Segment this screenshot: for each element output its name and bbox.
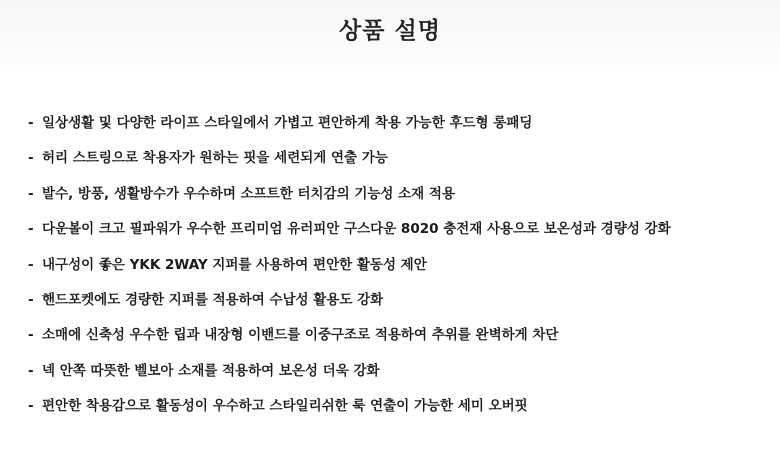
bullet-dash: -	[28, 185, 34, 202]
feature-text: 핸드포켓에도 경량한 지퍼를 적용하여 수납성 활용도 강화	[42, 291, 384, 308]
bullet-dash: -	[28, 115, 34, 131]
list-item	[28, 324, 778, 359]
feature-text: 일상생활 및 다양한 라이프 스타일에서 가볍고 편안하게 착용 가능한 후드형 롱패딩	[42, 115, 533, 131]
list-item	[28, 218, 778, 253]
bullet-dash: -	[28, 327, 34, 344]
page-title: 상품 설명	[339, 18, 441, 44]
feature-text: 다운볼이 크고 필파워가 우수한 프리미엄 유러피안 구스다운 8020 충전재 사용으로 보온성과 경량성 강화	[42, 221, 671, 238]
list-item	[28, 147, 778, 182]
feature-text: 내구성이 좋은 YKK 2WAY 지퍼를 사용하여 편안한 활동성 제안	[42, 256, 427, 273]
feature-text: 편안한 착용감으로 활동성이 우수하고 스타일리쉬한 룩 연출이 가능한 세미 오버핏	[42, 398, 528, 415]
feature-text: 발수, 방풍, 생활방수가 우수하며 소프트한 터치감의 기능성 소재 적용	[42, 185, 456, 202]
list-item	[28, 360, 778, 395]
bullet-dash: -	[28, 256, 34, 273]
feature-text: 허리 스트링으로 착용자가 원하는 핏을 세련되게 연출 가능	[42, 150, 388, 167]
feature-text: 소매에 신축성 우수한 립과 내장형 이밴드를 이중구조로 적용하여 추위를 완벽하게 차단	[42, 327, 559, 344]
bullet-dash: -	[28, 150, 34, 167]
bullet-dash: -	[28, 398, 34, 415]
list-item	[28, 289, 778, 324]
bullet-dash: -	[28, 362, 34, 379]
list-item	[28, 254, 778, 289]
list-item	[28, 395, 778, 430]
feature-text: 넥 안쪽 따뜻한 벨보아 소재를 적용하여 보온성 더욱 강화	[42, 362, 380, 379]
list-item	[28, 112, 778, 147]
feature-list	[28, 112, 778, 431]
bullet-dash: -	[28, 221, 34, 238]
bullet-dash: -	[28, 291, 34, 308]
list-item	[28, 183, 778, 218]
